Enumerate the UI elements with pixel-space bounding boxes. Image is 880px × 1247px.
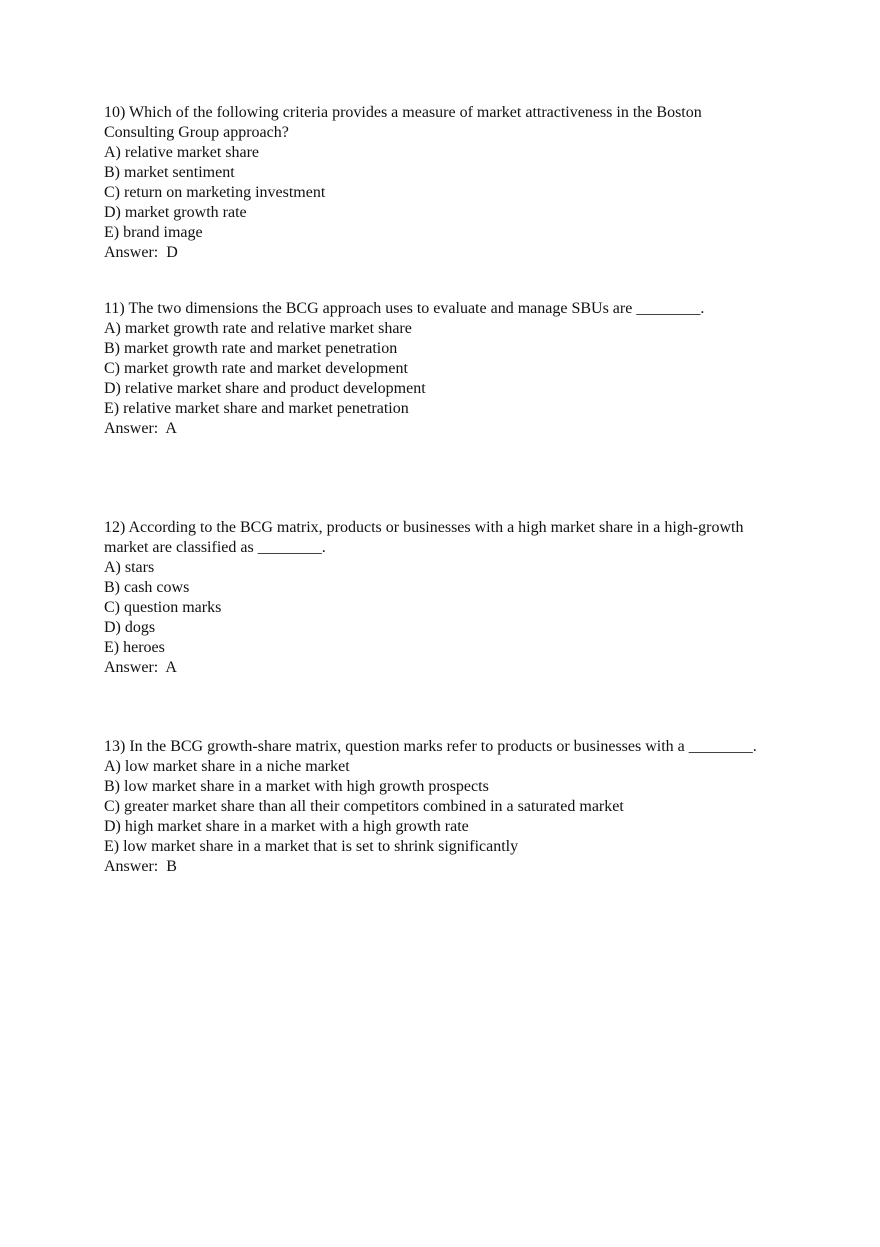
option-a: A) stars bbox=[104, 559, 155, 576]
option-e: E) low market share in a market that is set to shrink significantly bbox=[104, 838, 519, 855]
option-b: B) cash cows bbox=[104, 579, 190, 596]
option-b: B) market sentiment bbox=[104, 164, 235, 181]
option-e: E) heroes bbox=[104, 639, 165, 656]
question-stem: 10) Which of the following criteria provides a measure of market attractiveness in the Boston Consulting Group approach? bbox=[104, 104, 702, 141]
question-12 bbox=[104, 518, 764, 678]
question-stem: 12) According to the BCG matrix, products or businesses with a high market share in a high-growth market are classified as ________. bbox=[104, 519, 744, 556]
option-e: E) relative market share and market penetration bbox=[104, 400, 409, 417]
question-13 bbox=[104, 737, 764, 877]
option-d: D) high market share in a market with a high growth rate bbox=[104, 818, 469, 835]
option-c: C) question marks bbox=[104, 599, 222, 616]
option-b: B) low market share in a market with high growth prospects bbox=[104, 778, 489, 795]
option-d: D) relative market share and product development bbox=[104, 380, 426, 397]
question-stem: 13) In the BCG growth-share matrix, question marks refer to products or businesses with a ________. bbox=[104, 738, 757, 755]
answer: Answer: B bbox=[104, 858, 177, 875]
option-e: E) brand image bbox=[104, 224, 203, 241]
option-a: A) relative market share bbox=[104, 144, 260, 161]
option-a: A) market growth rate and relative market share bbox=[104, 320, 412, 337]
question-11 bbox=[104, 299, 764, 439]
option-a: A) low market share in a niche market bbox=[104, 758, 350, 775]
option-b: B) market growth rate and market penetration bbox=[104, 340, 398, 357]
option-c: C) market growth rate and market development bbox=[104, 360, 408, 377]
option-c: C) return on marketing investment bbox=[104, 184, 326, 201]
option-d: D) dogs bbox=[104, 619, 156, 636]
answer: Answer: A bbox=[104, 420, 177, 437]
option-c: C) greater market share than all their competitors combined in a saturated market bbox=[104, 798, 624, 815]
question-stem: 11) The two dimensions the BCG approach uses to evaluate and manage SBUs are ________. bbox=[104, 300, 705, 317]
option-d: D) market growth rate bbox=[104, 204, 247, 221]
question-10 bbox=[104, 103, 764, 263]
answer: Answer: D bbox=[104, 244, 178, 261]
answer: Answer: A bbox=[104, 659, 177, 676]
